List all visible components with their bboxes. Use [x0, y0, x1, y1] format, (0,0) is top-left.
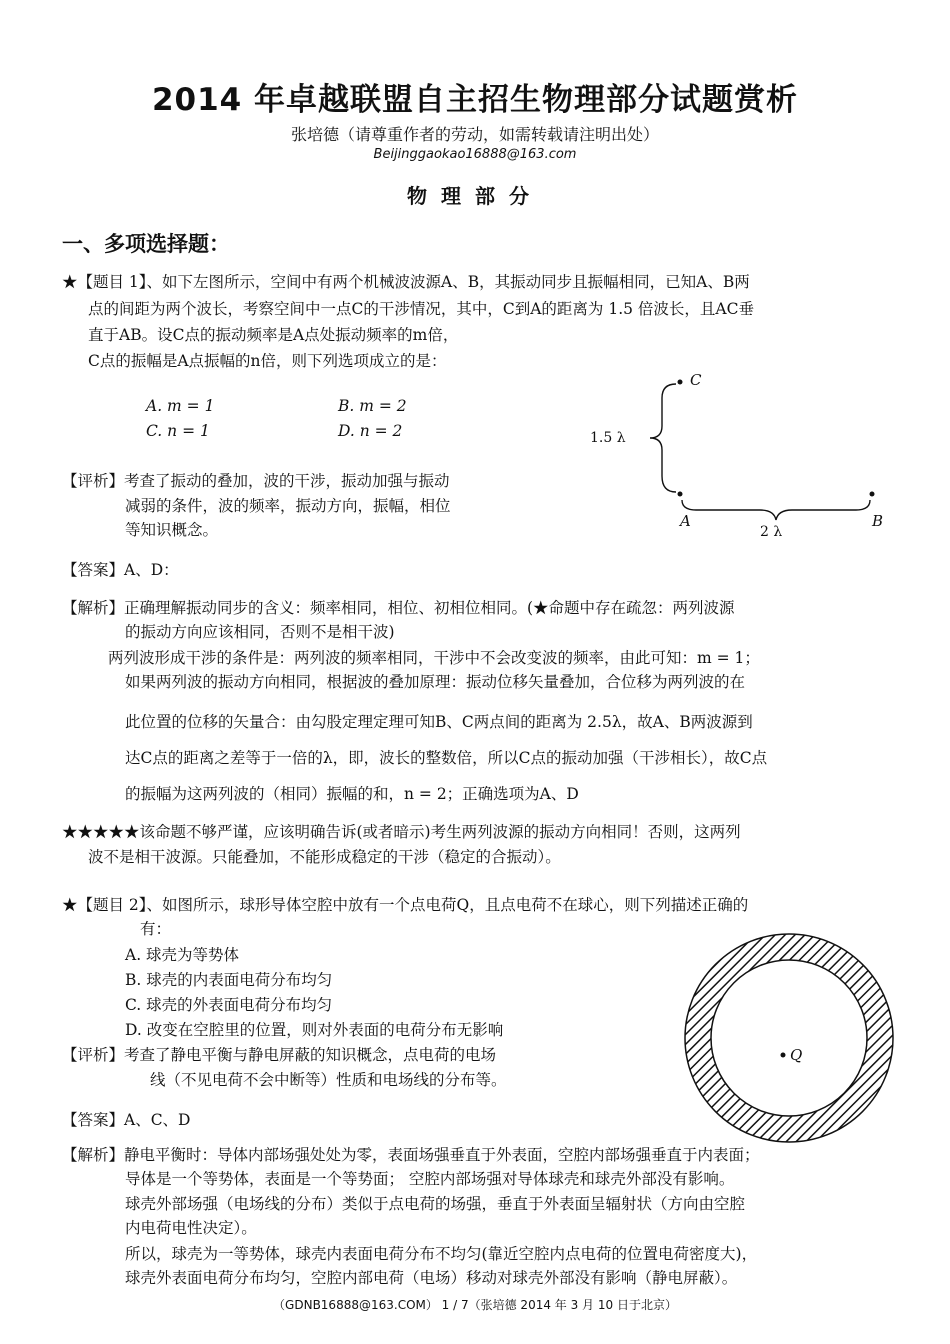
horizontal-brace [682, 500, 870, 520]
q2-answer: 【答案】A、C、D [62, 1111, 191, 1129]
vertical-brace [650, 384, 676, 492]
q2-analysis-line: 内电荷电性决定）。 [125, 1219, 257, 1237]
q1-analysis-line: 如果两列波的振动方向相同，根据波的叠加原理：振动位移矢量叠加，合位移为两列波的在 [125, 673, 746, 691]
page-title: 2014 年卓越联盟自主招生物理部分试题赏析 [151, 82, 799, 118]
label-b: B [872, 512, 884, 530]
q1-analysis-line: 【解析】正确理解振动同步的含义：频率相同，相位、初相位相同。(★命题中存在疏忽：两列波源 [62, 599, 735, 617]
q1-option-a: A. m = 1 [146, 397, 215, 415]
label-horizontal-distance: 2 λ [760, 524, 783, 540]
q2-option-d: D. 改变在空腔里的位置，则对外表面的电荷分布无影响 [125, 1021, 504, 1039]
q1-comment-line: 等知识概念。 [125, 521, 219, 539]
q2-stem-line: ★【题目 2】、如图所示，球形导体空腔中放有一个点电荷Q，且点电荷不在球心，则下列描述正确的 [62, 896, 749, 914]
q2-analysis-line: 导体是一个等势体，表面是一个等势面； 空腔内部场强对导体球壳和球壳外部没有影响。 [125, 1170, 735, 1188]
q2-analysis-line: 所以，球壳为一等势体，球壳内表面电荷分布不均匀(靠近空腔内点电荷的位置电荷密度大)， [125, 1245, 758, 1263]
q2-comment-line: 线（不见电荷不会中断等）性质和电场线的分布等。 [150, 1071, 507, 1089]
page-footer: （GDNB16888@163.COM） 1 / 7（张培德 2014 年 3 月 10 日于北京） [273, 1298, 677, 1312]
point-c-dot [678, 380, 683, 385]
q1-option-c: C. n = 1 [146, 422, 210, 440]
q1-stem-line: 直于AB。设C点的振动频率是A点处振动频率的m倍， [88, 326, 459, 344]
q2-option-a: A. 球壳为等势体 [125, 946, 240, 964]
q1-answer: 【答案】A、D： [62, 561, 179, 579]
q2-analysis-line: 球壳外表面电荷分布均匀，空腔内部电荷（电场）移动对球壳外部没有影响（静电屏蔽）。 [125, 1269, 738, 1287]
point-charge-dot [781, 1053, 786, 1058]
q2-comment-line: 【评析】考查了静电平衡与静电屏蔽的知识概念，点电荷的电场 [62, 1046, 497, 1064]
q2-analysis-line: 球壳外部场强（电场线的分布）类似于点电荷的场强，垂直于外表面呈辐射状（方向由空腔 [125, 1195, 746, 1213]
wave-sources-diagram [580, 368, 900, 548]
q1-analysis-line: 此位置的位移的矢量合：由勾股定理定理可知B、C两点间的距离为 2.5λ，故A、B两波源到 [125, 713, 753, 731]
q1-comment-line: 减弱的条件，波的频率，振动方向，振幅，相位 [125, 497, 451, 515]
q1-note-line: 波不是相干波源。只能叠加，不能形成稳定的干涉（稳定的合振动）。 [88, 848, 561, 866]
q2-analysis-line: 【解析】静电平衡时：导体内部场强处处为零，表面场强垂直于外表面，空腔内部场强垂直于内表面； [62, 1146, 760, 1164]
q1-comment-line: 【评析】考查了振动的叠加，波的干涉，振动加强与振动 [62, 472, 450, 490]
q1-analysis-line: 的振动方向应该相同，否则不是相干波) [125, 623, 395, 641]
q2-option-c: C. 球壳的外表面电荷分布均匀 [125, 996, 333, 1014]
label-vertical-distance: 1.5 λ [590, 430, 626, 446]
q1-analysis-line: 达C点的距离之差等于一倍的λ，即，波长的整数倍，所以C点的振动加强（干涉相长），故C点 [125, 749, 768, 767]
label-a: A [680, 512, 691, 530]
label-q: Q [790, 1046, 803, 1064]
q2-stem-line: 有： [140, 920, 172, 938]
point-b-dot [870, 492, 875, 497]
shell-inner-cavity [711, 960, 867, 1116]
q1-stem-line: C点的振幅是A点振幅的n倍，则下列选项成立的是： [88, 352, 447, 370]
q1-option-b: B. m = 2 [338, 397, 407, 415]
section-heading: 物理部分 [407, 184, 543, 208]
point-a-dot [678, 492, 683, 497]
spherical-shell-diagram [680, 930, 900, 1150]
q1-option-d: D. n = 2 [338, 422, 403, 440]
q1-analysis-line: 的振幅为这两列波的（相同）振幅的和，n = 2；正确选项为A、D [125, 785, 579, 803]
label-c: C [690, 371, 702, 389]
q1-analysis-line: 两列波形成干涉的条件是：两列波的频率相同，干涉中不会改变波的频率，由此可知：m = 1； [108, 649, 760, 667]
q1-note-line: ★★★★★该命题不够严谨，应该明确告诉(或者暗示)考生两列波源的振动方向相同！否则，这两列 [62, 823, 741, 841]
author-line: 张培德（请尊重作者的劳动，如需转载请注明出处） [290, 125, 659, 144]
author-email: Beijinggaokao16888@163.com [373, 147, 577, 162]
q1-stem-line: ★【题目 1】、如下左图所示，空间中有两个机械波波源A、B，其振动同步且振幅相同，已知A、B两 [62, 273, 750, 291]
q1-stem-line: 点的间距为两个波长，考察空间中一点C的干涉情况，其中，C到A的距离为 1.5 倍波长，且AC垂 [88, 300, 754, 318]
q2-option-b: B. 球壳的内表面电荷分布均匀 [125, 971, 333, 989]
part-heading: 一、多项选择题： [62, 232, 230, 256]
